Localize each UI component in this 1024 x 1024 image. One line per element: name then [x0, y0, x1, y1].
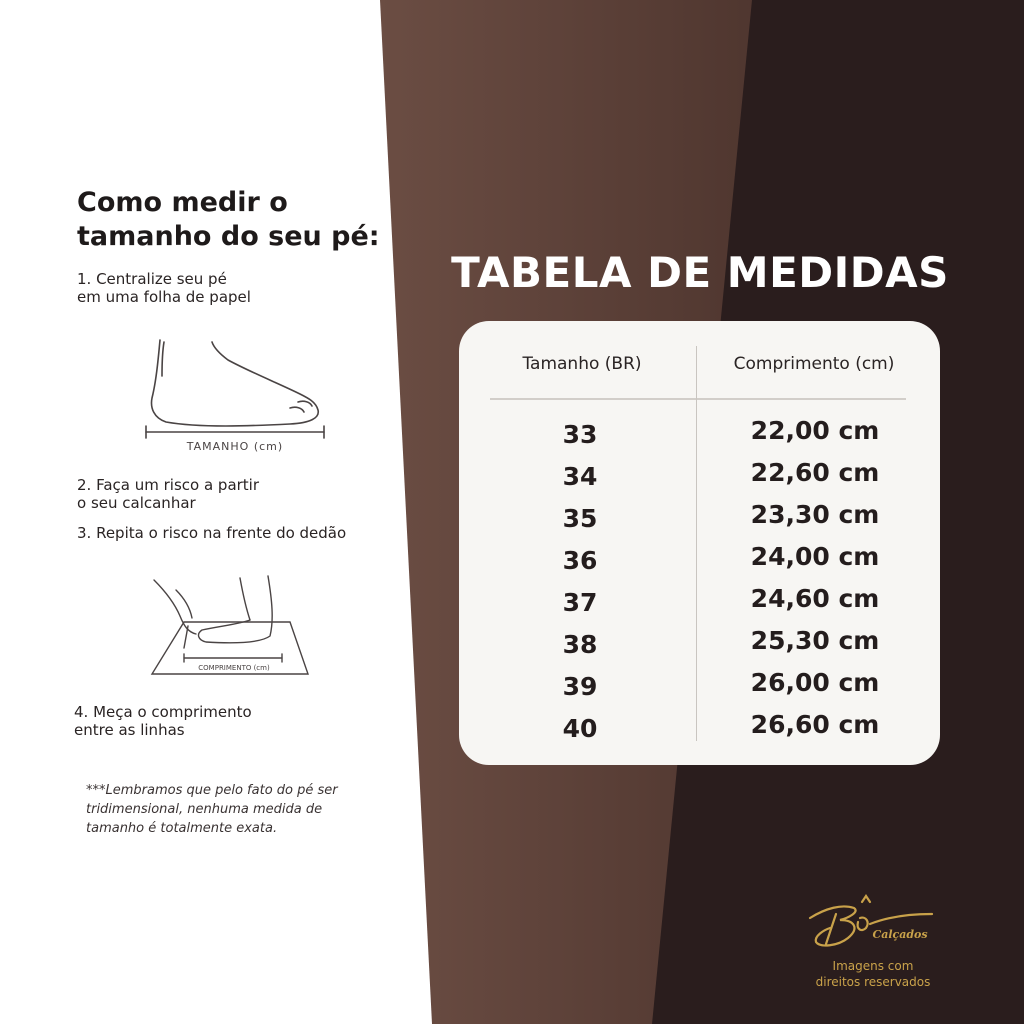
size-cell: 37: [562, 588, 598, 617]
step-1-line2: em uma folha de papel: [77, 288, 251, 306]
step-4-line2: entre as linhas: [74, 721, 185, 739]
illustration-label-size: TAMANHO (cm): [186, 440, 284, 453]
header-size: Tamanho (BR): [522, 354, 642, 374]
guide-title-line2: tamanho do seu pé:: [77, 221, 380, 252]
length-cell: 24,60 cm: [750, 584, 880, 613]
size-cell: 36: [562, 546, 598, 575]
guide-title: [77, 186, 380, 254]
step-4: [74, 703, 252, 739]
step-1: [77, 270, 251, 306]
header-divider: [490, 398, 906, 400]
length-cell: 22,00 cm: [750, 416, 880, 445]
foot-measure-illustration: [140, 570, 320, 680]
table-title: TABELA DE MEDIDAS: [451, 248, 949, 297]
size-cell: 34: [562, 462, 598, 491]
size-cell: 40: [562, 714, 598, 743]
length-cell: 23,30 cm: [750, 500, 880, 529]
size-cell: 38: [562, 630, 598, 659]
foot-side-illustration: [140, 332, 330, 457]
rights-line2: direitos reservados: [815, 975, 931, 989]
measurement-note: ***Lembramos que pelo fato do pé ser tridimensional, nenhuma medida de tamanho é totalmente exata.: [86, 783, 338, 836]
step-2-line2: o seu calcanhar: [77, 494, 196, 512]
step-3: 3. Repita o risco na frente do dedão: [77, 524, 347, 542]
length-cell: 24,00 cm: [750, 542, 880, 571]
illustration-label-length: COMPRIMENTO (cm): [198, 664, 270, 672]
brand-logo: [800, 888, 946, 952]
length-cell: 26,60 cm: [750, 710, 880, 739]
size-cell: 39: [562, 672, 598, 701]
size-cell: 33: [562, 420, 598, 449]
step-2-line1: 2. Faça um risco a partir: [77, 476, 260, 494]
step-1-line1: 1. Centralize seu pé: [77, 270, 227, 288]
length-cell: 22,60 cm: [750, 458, 880, 487]
svg-text:Calçados: Calçados: [872, 928, 928, 941]
size-cell: 35: [562, 504, 598, 533]
rights-notice: [800, 958, 946, 990]
length-cell: 26,00 cm: [750, 668, 880, 697]
header-length: Comprimento (cm): [733, 354, 895, 374]
length-cell: 25,30 cm: [750, 626, 880, 655]
step-4-line1: 4. Meça o comprimento: [74, 703, 252, 721]
rights-line1: Imagens com: [832, 959, 914, 973]
guide-title-line1: Como medir o: [77, 187, 288, 218]
column-divider: [696, 346, 697, 741]
step-2: [77, 476, 259, 512]
